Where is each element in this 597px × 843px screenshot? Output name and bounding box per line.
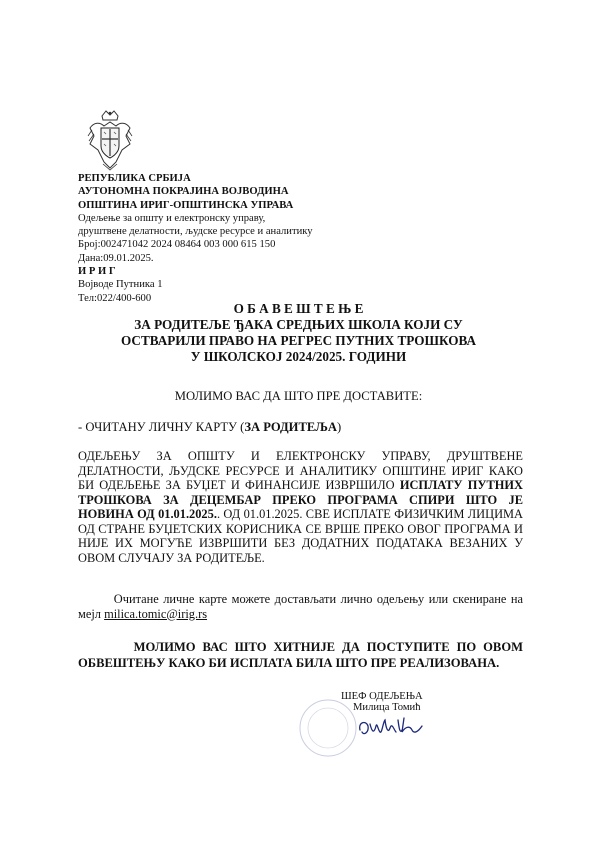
header-date: Дана:09.01.2025. <box>78 252 154 264</box>
letterhead <box>78 172 313 305</box>
urgent-text: МОЛИМО ВАС ШТО ХИТНИЈЕ ДА ПОСТУПИТЕ ПО ОВОМ ОБВЕШТЕЊУ КАКО БИ ИСПЛАТА БИЛА ШТО ПРЕ РЕАЛИЗОВАНА. <box>78 640 524 670</box>
handwritten-signature-icon <box>356 712 426 740</box>
email-link[interactable]: milica.tomic@irig.rs <box>104 606 208 621</box>
header-department-line2: друштвене делатности, људске ресурсе и аналитику <box>78 226 313 238</box>
delivery-paragraph <box>78 592 523 621</box>
coat-of-arms-icon <box>86 110 134 172</box>
header-province: АУТОНОМНА ПОКРАЈИНА ВОЈВОДИНА <box>78 186 289 198</box>
request-line: МОЛИМО ВАС ДА ШТО ПРЕ ДОСТАВИТЕ: <box>174 389 423 403</box>
required-document-bold: ЗА РОДИТЕЉА <box>244 420 337 434</box>
main-paragraph-continuation: . ОД 01.01.2025. СВЕ ИСПЛАТЕ ФИЗИЧКИМ ЛИЦИМА ОД СТРАНЕ БУЏЕТСКИХ КОРИСНИКА СЕ ВРШЕ ПРЕКО ОВОГ ПРОГРАМА И НИЈЕ ИХ МОГУЋЕ ИЗВРШИТИ БЕЗ ДОДАТНИХ ПОДАТАКА ВЕЗАНИХ У ОВОМ СЛУЧАЈУ ЗА РОДИТЕЉЕ. <box>78 507 523 565</box>
stamp-icon <box>297 697 359 759</box>
header-city: И Р И Г <box>78 266 116 278</box>
urgent-paragraph <box>78 640 523 671</box>
main-paragraph <box>78 449 523 565</box>
delivery-text: Очитане личне карте можете достављати лично одељењу или скениране на мејл <box>78 592 524 621</box>
required-document <box>78 420 341 435</box>
notice-subtitle-line1: ЗА РОДИТЕЉЕ ЂАКА СРЕДЊИХ ШКОЛА КОЈИ СУ <box>134 317 463 332</box>
main-paragraph-bold: ИСПЛАТУ ПУТНИХ ТРОШКОВА ЗА ДЕЦЕМБАР ПРЕКО ПРОГРАМА СПИРИ ШТО ЈЕ НОВИНА ОД 01.01.2025. <box>78 478 523 521</box>
signatory-name: Милица Томић <box>353 702 421 713</box>
notice-title <box>0 301 597 365</box>
notice-subtitle-line3: У ШКОЛСКОЈ 2024/2025. ГОДИНИ <box>190 349 407 364</box>
main-paragraph-text: ОДЕЉЕЊУ ЗА ОПШТУ И ЕЛЕКТРОНСКУ УПРАВУ, ДРУШТВЕНЕ ДЕЛАТНОСТИ, ЉУДСКЕ РЕСУРСЕ И АНАЛИТИКУ ОПШТИНЕ ИРИГ КАКО БИ ОДЕЉЕЊЕ ЗА БУЏЕТ И ФИНАНСИЈЕ ИЗВРШИЛО <box>78 449 523 492</box>
required-document-text: - ОЧИТАНУ ЛИЧНУ КАРТУ ( <box>78 420 245 434</box>
notice-heading: О Б А В Е Ш Т Е Њ Е <box>233 301 364 316</box>
header-department-line1: Одељење за општу и електронску управу, <box>78 212 266 224</box>
notice-subtitle-line2: ОСТВАРИЛИ ПРАВО НА РЕГРЕС ПУТНИХ ТРОШКОВА <box>121 333 476 348</box>
required-document-suffix: ) <box>336 420 342 434</box>
header-municipality: ОПШТИНА ИРИГ-ОПШТИНСКА УПРАВА <box>78 199 294 211</box>
header-reference-number: Број:002471042 2024 08464 003 000 615 150 <box>78 239 276 251</box>
header-republic: РЕПУБЛИКА СРБИЈА <box>78 173 191 184</box>
header-address: Војводе Путника 1 <box>78 279 163 291</box>
header-phone: Тел:022/400-600 <box>78 292 152 304</box>
signatory-role: ШЕФ ОДЕЉЕЊА <box>341 691 423 702</box>
